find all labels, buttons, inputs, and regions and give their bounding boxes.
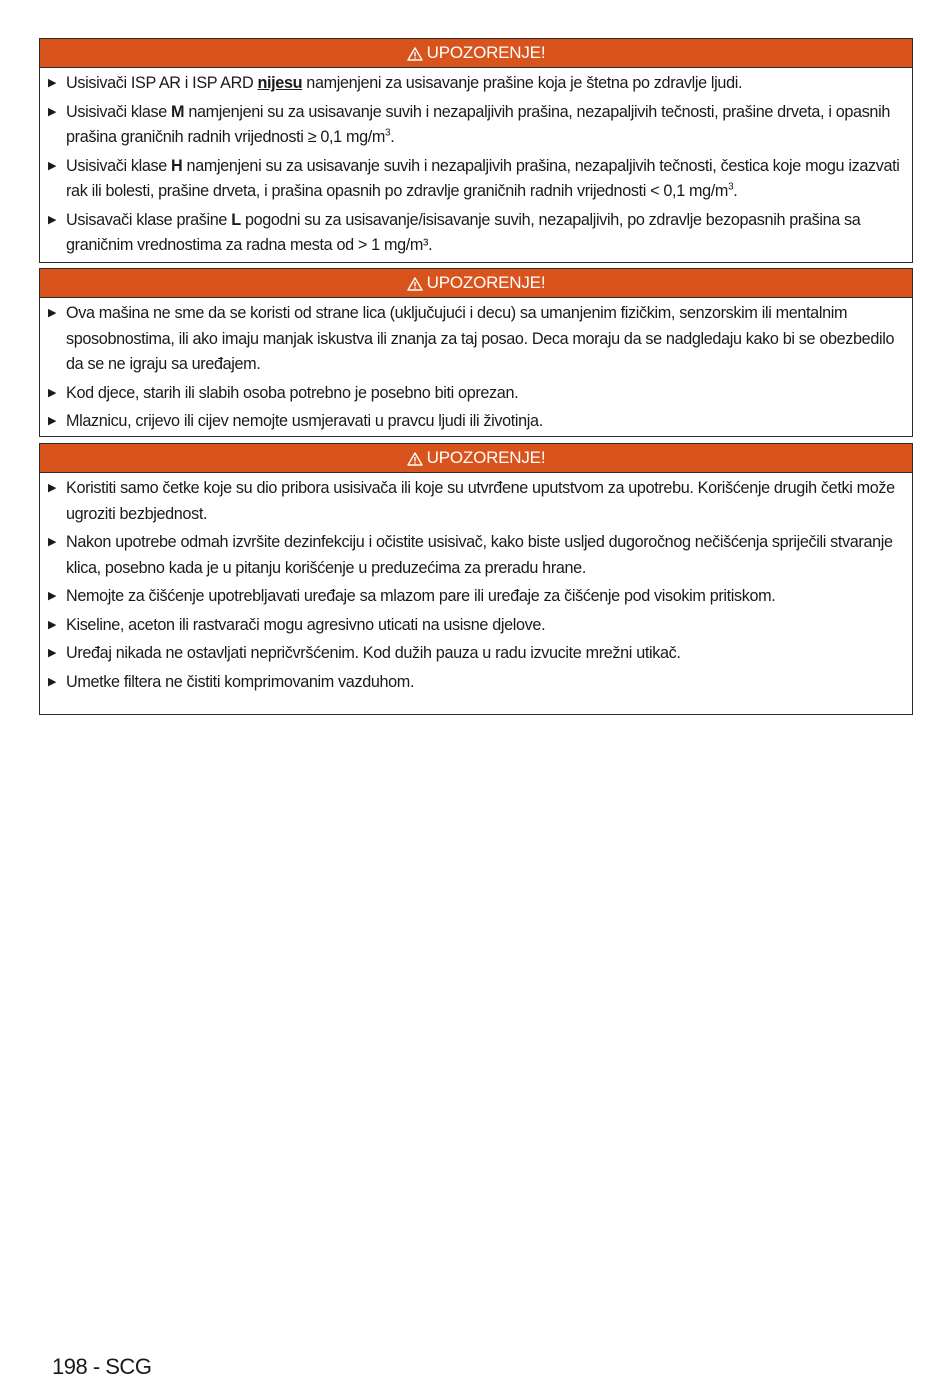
triangle-right-icon: ▶ bbox=[48, 415, 57, 427]
list-item bbox=[48, 154, 904, 205]
list-item-text: Usisivači klase H namjenjeni su za usisavanje suvih i nezapaljivih prašina, nezapaljivih tečnosti, čestica koje mogu izazvati rak ili bolesti, prašine drveta, i prašina opasnih po zdravlje graničnih radnih vrijednosti < 0,1 $mg/m^3$. bbox=[66, 156, 900, 200]
list-item-text: Umetke filtera ne čistiti komprimovanim vazduhom. bbox=[66, 672, 415, 691]
list-item-text: Kod djece, starih ili slabih osoba potrebno je posebno biti oprezan. bbox=[66, 383, 519, 402]
triangle-right-icon: ▶ bbox=[48, 213, 57, 226]
list-item bbox=[48, 208, 904, 259]
warning-triangle-icon bbox=[407, 47, 423, 61]
warning-list bbox=[40, 68, 912, 266]
warning-list bbox=[40, 298, 912, 442]
triangle-right-icon: ▶ bbox=[48, 482, 57, 494]
warning-header bbox=[40, 269, 912, 298]
warning-header-label: UPOZORENJE! bbox=[426, 43, 546, 62]
triangle-right-icon: ▶ bbox=[48, 77, 57, 89]
triangle-right-icon: ▶ bbox=[48, 307, 57, 319]
list-item bbox=[48, 476, 904, 527]
list-item bbox=[48, 613, 904, 639]
warning-header-label: UPOZORENJE! bbox=[426, 273, 546, 292]
list-item-text: Uređaj nikada ne ostavljati nepričvršćenim. Kod dužih pauza u radu izvucite mrežni utikač. bbox=[66, 644, 681, 662]
warning-header-label: UPOZORENJE! bbox=[426, 448, 546, 467]
list-item bbox=[48, 381, 904, 407]
page-number: 198 - SCG bbox=[52, 1354, 152, 1379]
triangle-right-icon: ▶ bbox=[48, 647, 57, 659]
list-item-text: Mlaznicu, crijevo ili cijev nemojte usmjeravati u pravcu ljudi ili životinja. bbox=[66, 412, 543, 430]
list-item-text: Usisivači klase M namjenjeni su za usisavanje suvih i nezapaljivih prašina, nezapaljivih tečnosti, prašine drveta, i opasnih prašina graničnih radnih vrijednosti ≥ 0,1 $mg/m^3$. bbox=[66, 102, 890, 146]
warning-box bbox=[39, 443, 913, 715]
triangle-right-icon: ▶ bbox=[48, 386, 57, 399]
triangle-right-icon: ▶ bbox=[48, 590, 57, 602]
list-item bbox=[48, 301, 904, 378]
list-item bbox=[48, 584, 904, 610]
warning-box bbox=[39, 268, 913, 437]
triangle-right-icon: ▶ bbox=[48, 105, 57, 118]
warning-list bbox=[40, 473, 912, 702]
list-item-text: Kiseline, aceton ili rastvarači mogu agresivno uticati na usisne djelove. bbox=[66, 615, 546, 634]
triangle-right-icon: ▶ bbox=[48, 618, 57, 631]
triangle-right-icon: ▶ bbox=[48, 159, 57, 172]
list-item-text: Usisavači klase prašine L pogodni su za usisavanje/isisavanje suvih, nezapaljivih, po zdravlje bezopasnih prašina sa graničnim vrednostima za radna mesta od > 1 mg/m³. bbox=[66, 210, 861, 254]
list-item bbox=[48, 670, 904, 696]
list-item-text: Nakon upotrebe odmah izvršite dezinfekciju i očistite usisivač, kako biste usljed dugoročnog nečišćenja spriječili stvaranje klica, posebno kada je u pitanju korišćenje u preduzećima za preradu hrane. bbox=[66, 533, 893, 577]
list-item-text: Ova mašina ne sme da se koristi od strane lica (uključujući i decu) sa umanjenim fizičkim, senzorskim ili mentalnim sposobnostima, ili ako imaju manjak iskustva ili znanja za taj posao. Deca moraju da se nadgledaju kako bi se obezbedilo da se ne igraju sa uređajem. bbox=[66, 304, 895, 373]
list-item bbox=[48, 71, 904, 97]
warning-header bbox=[40, 39, 912, 68]
warning-triangle-icon bbox=[407, 277, 423, 291]
warning-box bbox=[39, 38, 913, 263]
list-item-text: Nemojte za čišćenje upotrebljavati uređaje sa mlazom pare ili uređaje za čišćenje pod visokim pritiskom. bbox=[66, 587, 776, 605]
triangle-right-icon: ▶ bbox=[48, 536, 57, 548]
warning-triangle-icon bbox=[407, 452, 423, 466]
list-item bbox=[48, 530, 904, 581]
list-item bbox=[48, 409, 904, 435]
triangle-right-icon: ▶ bbox=[48, 675, 57, 688]
list-item bbox=[48, 100, 904, 151]
warning-header bbox=[40, 444, 912, 473]
list-item-text: Usisivači ISP AR i ISP ARD nijesu namjenjeni za usisavanje prašine koja je štetna po zdravlje ljudi. bbox=[66, 74, 743, 92]
list-item bbox=[48, 641, 904, 667]
list-item-text: Koristiti samo četke koje su dio pribora usisivača ili koje su utvrđene uputstvom za upotrebu. Korišćenje drugih četki može ugroziti bezbjednost. bbox=[66, 479, 895, 523]
